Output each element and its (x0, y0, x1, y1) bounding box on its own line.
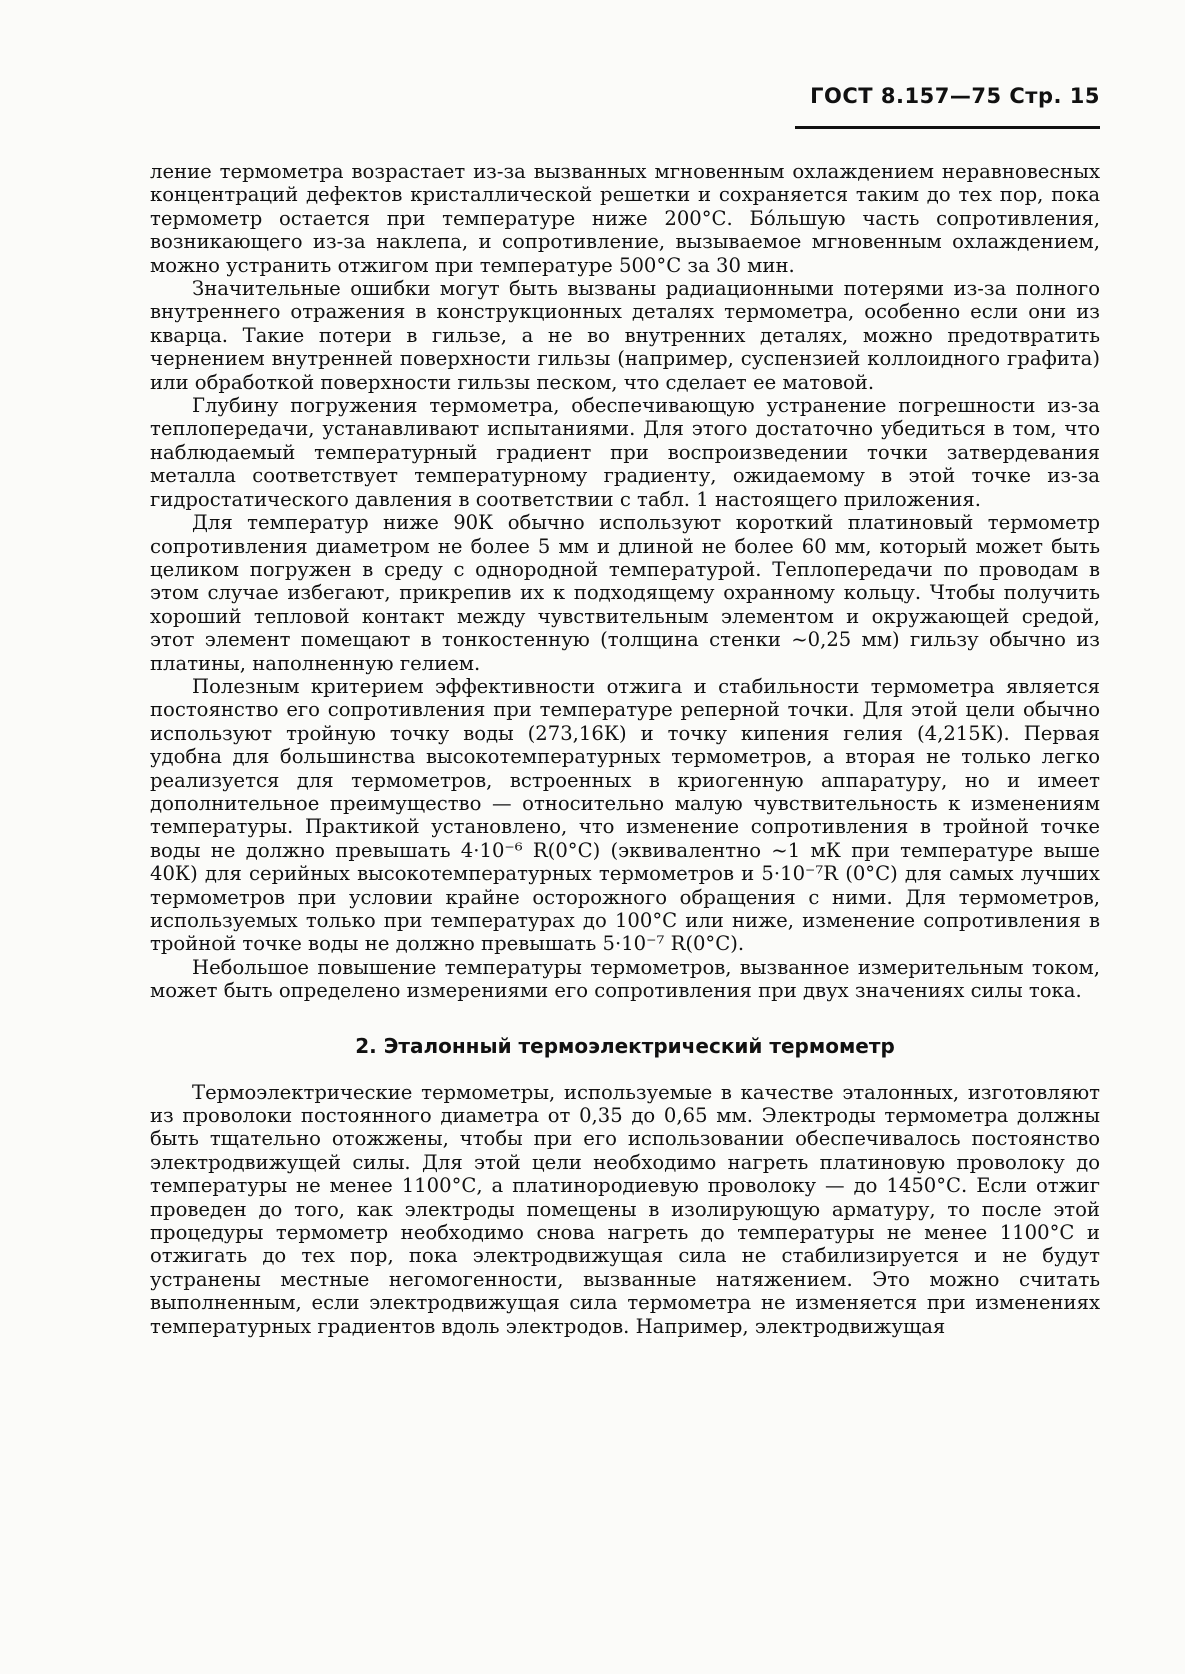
paragraph-3: Глубину погружения термометра, обеспечивающую устранение погрешности из-за теплопередачи, устанавливают испытаниями. Для этого достаточно убедиться в том, что наблюдаемый температурный градиент при воспроизведении точки затвердевания металла соответствует температурному градиенту, ожидаемому в этой точке из-за гидростатического давления в соответствии с табл. 1 настоящего приложения. (150, 394, 1100, 511)
paragraph-6: Небольшое повышение температуры термометров, вызванное измерительным током, может быть определено измерениями его сопротивления при двух значениях силы тока. (150, 955, 1100, 1003)
paragraph-2: Значительные ошибки могут быть вызваны радиационными потерями из-за полного внутреннего отражения в конструкционных деталях термометра, особенно если они из кварца. Такие потери в гильзе, а не во внутренних деталях, можно предотвратить чернением внутренней поверхности гильзы (например, суспензией коллоидного графита) или обработкой поверхности гильзы песком, что сделает ее матовой. (150, 277, 1100, 394)
page-header: ГОСТ 8.157—75 Стр. 15 (810, 84, 1100, 108)
paragraph-7: Термоэлектрические термометры, используемые в качестве эталонных, изготовляют из проволоки постоянного диаметра от 0,35 до 0,65 мм. Электроды термометра должны быть тщательно отожжены, чтобы при его использовании обеспечивалось постоянство электродвижущей силы. Для этой цели необходимо нагреть платиновую проволоку до температуры не менее 1100°С, а платинородиевую проволоку — до 1450°С. Если отжиг проведен до того, как электроды помещены в изолирующую арматуру, то после этой процедуры термометр необходимо снова нагреть до температуры не менее 1100°С и отжигать до тех пор, пока электродвижущая сила не стабилизируется и не будут устранены местные негомогенности, вызванные натяжением. Это можно считать выполненным, если электродвижущая сила термометра не изменяется при изменениях температурных градиентов вдоль электродов. Например, электродвижущая (150, 1080, 1100, 1338)
paragraph-4: Для температур ниже 90К обычно используют короткий платиновый термометр сопротивления диаметром не более 5 мм и длиной не более 60 мм, который может быть целиком погружен в среду с однородной температурой. Теплопередачи по проводам в этом случае избегают, прикрепив их к подходящему охранному кольцу. Чтобы получить хороший тепловой контакт между чувствительным элементом и окружающей средой, этот элемент помещают в тонкостенную (толщина стенки ~0,25 мм) гильзу обычно из платины, наполненную гелием. (150, 511, 1100, 675)
header-rule (795, 126, 1100, 129)
paragraph-5: Полезным критерием эффективности отжига и стабильности термометра является постоянство его сопротивления при температуре реперной точки. Для этой цели обычно используют тройную точку воды (273,16К) и точку кипения гелия (4,215К). Первая удобна для большинства высокотемпературных термометров, а вторая не только легко реализуется для термометров, встроенных в криогенную аппаратуру, но и имеет дополнительное преимущество — относительно малую чувствительность к изменениям температуры. Практикой установлено, что изменение сопротивления в тройной точке воды не должно превышать 4·10⁻⁶ R(0°С) (эквивалентно ~1 мК при температуре выше 40К) для серийных высокотемпературных термометров и 5·10⁻⁷R (0°С) для самых лучших термометров при условии крайне осторожного обращения с ними. Для термометров, используемых только при температурах до 100°С или ниже, изменение сопротивления в тройной точке воды не должно превышать 5·10⁻⁷ R(0°С). (150, 674, 1100, 956)
body-text (150, 160, 1100, 1338)
section-title: 2. Эталонный термоэлектрический термометр (355, 1033, 895, 1058)
paragraph-1: ление термометра возрастает из-за вызванных мгновенным охлаждением неравновесных концентраций дефектов кристаллической решетки и сохраняется таким до тех пор, пока термометр остается при температуре ниже 200°С. Бо́льшую часть сопротивления, возникающего из-за наклепа, и сопротивление, вызываемое мгновенным охлаждением, можно устранить отжигом при температуре 500°С за 30 мин. (150, 160, 1100, 277)
